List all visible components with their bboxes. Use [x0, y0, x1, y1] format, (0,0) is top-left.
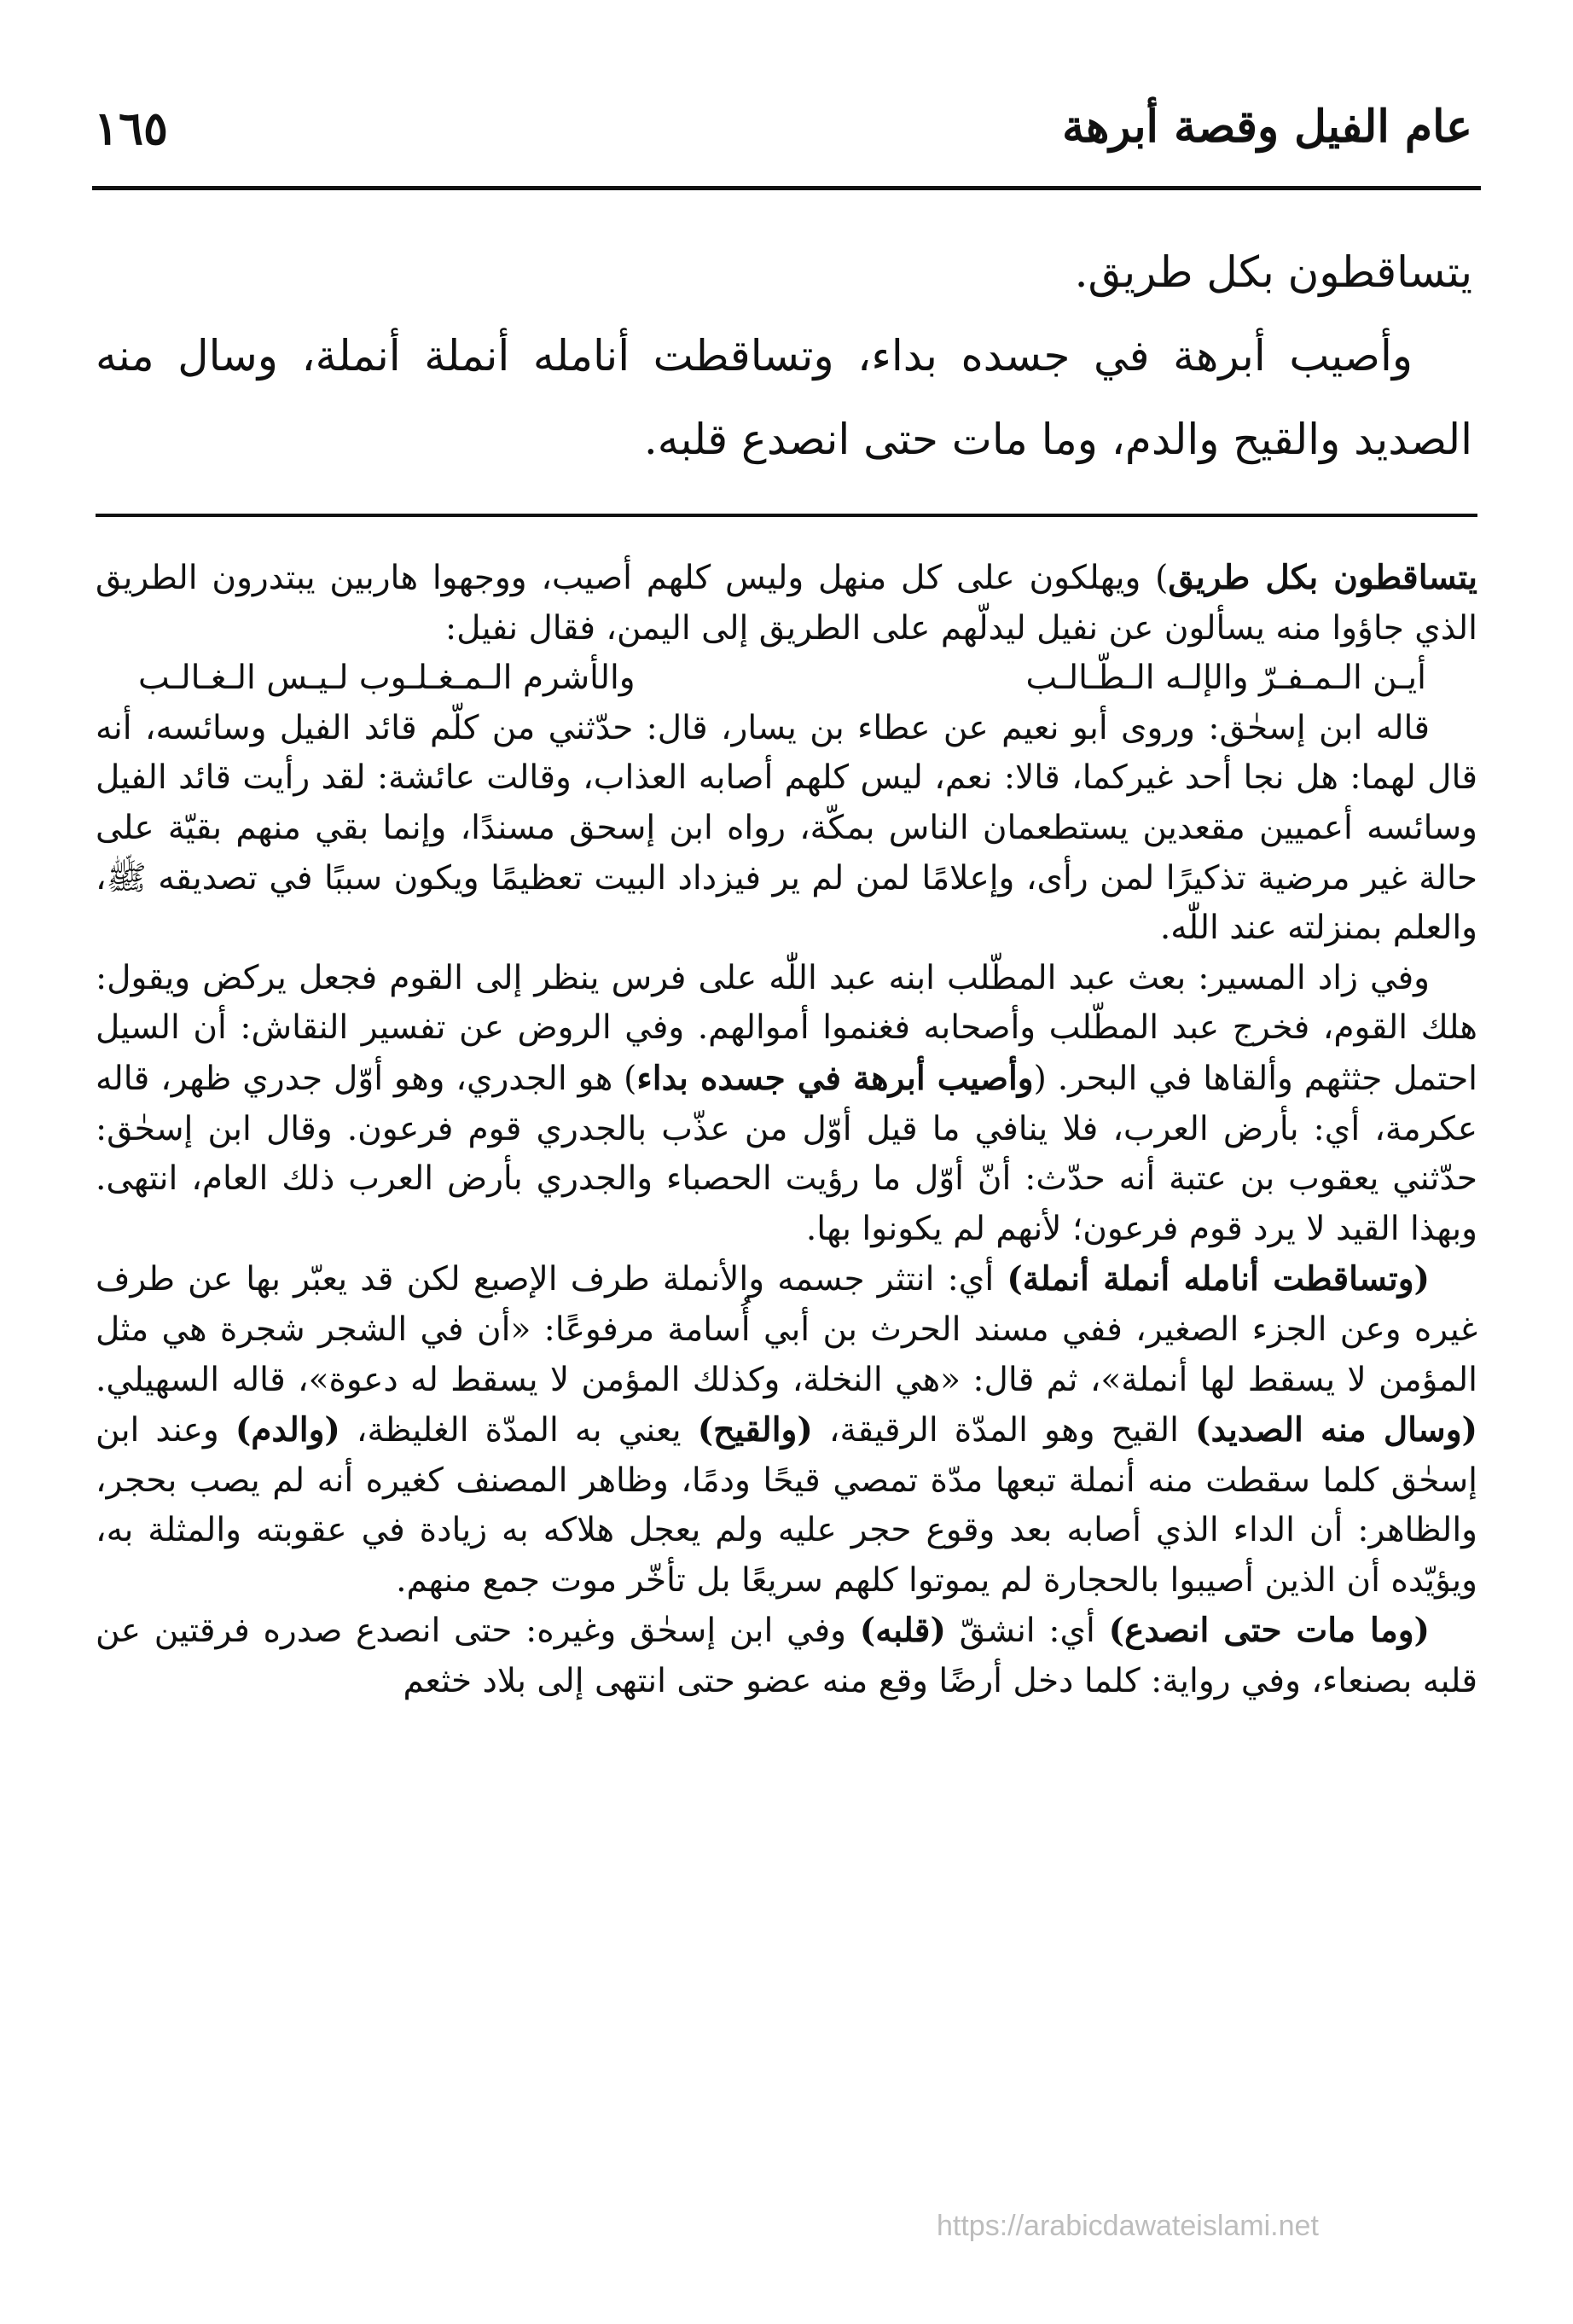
main-paragraph-2: وأصيب أبرهة في جسده بداء، وتساقطت أنامله أنملة أنملة، وسال منه الصديد والقيح والدم، وما مات حتى انصدع قلبه.	[96, 331, 1472, 464]
header-rule	[92, 186, 1481, 190]
commentary-paragraph-2: قاله ابن إسحٰق: وروى أبو نعيم عن عطاء بن يسار، قال: حدّثني من كلّم قائد الفيل وسائسه، أنه قال لهما: هل نجا أحد غيركما، قالا: نعم، ليس كلهم أصابه العذاب، وقالت عائشة: لقد رأيت قائد الفيل وسائسه أعميين مقعدين يستطعمان الناس بمكّة، رواه ابن إسحق مسندًا، وإنما بقي منهم بقيّة على حالة غير مرضية تذكيرًا لمن رأى، وإعلامًا لمن لم ير فيزداد البيت تعظيمًا ويكون سببًا في تصديقه ﷺ، والعلم بمنزلته عند اللّٰه.	[96, 708, 1477, 948]
quoted-phrase: يتساقطون بكل طريق	[1168, 558, 1477, 597]
commentary-paragraph-3	[96, 954, 1477, 1255]
commentary-text: أي: انشقّ	[945, 1612, 1109, 1651]
commentary-text: وعند ابن إسحٰق كلما سقطت منه أنملة تبعها مدّة تمصي قيحًا ودمًا، وظاهر المصنف كغيره أنه لم يصب بحجر، والظاهر: أن الداء الذي أصابه بعد وقوع حجر عليه ولم يعجل هلاكه به زيادة في عقوبته والمثلة به، ويؤيّده أن الذين أصيبوا بالحجارة لم يموتوا كلهم سريعًا بل تأخّر موت جمع منهم.	[96, 1411, 1477, 1600]
main-text	[96, 230, 1472, 481]
commentary-paragraph-4	[96, 1254, 1477, 1606]
commentary-text: أي: انتثر جسمه والأنملة طرف الإصبع لكن قد يعبّر بها عن طرف غيره وعن الجزء الصغير، ففي مسند الحرث بن أبي أُسامة مرفوعًا: «أن في الشجر شجرة هي مثل المؤمن لا يسقط لها أنملة»، ثم قال: «هي النخلة، وكذلك المؤمن لا يسقط له دعوة»، قاله السهيلي.	[96, 1260, 1477, 1399]
separator-rule	[96, 514, 1477, 517]
commentary-text: وفي زاد المسير: بعث عبد المطّلب ابنه عبد اللّٰه على فرس ينظر إلى القوم فجعل يركض ويقول: هلك القوم، فخرج عبد المطّلب وأصحابه فغنموا أموالهم. وفي الروض عن تفسير النقاش: أن السيل احتمل جثثهم وألقاها في البحر. (	[96, 958, 1478, 1098]
verse-hemistich-left: والأشرم الـمـغـلـوب لـيـس الـغـالـب	[138, 659, 636, 698]
commentary-text: يعني به المدّة الغليظة،	[340, 1411, 698, 1450]
main-paragraph-1: يتساقطون بكل طريق.	[1074, 247, 1472, 297]
commentary-text: القيح وهو المدّة الرقيقة،	[812, 1411, 1196, 1450]
commentary	[96, 553, 1477, 1707]
page-number: ١٦٥	[94, 101, 169, 155]
commentary-text: ) ويهلكون على كل منهل وليس كلهم أصيب، ووجهوا هاربين يبتدرون الطريق الذي جاؤوا منه يسألون عن نفيل ليدلّهم على الطريق إلى اليمن، فقال نفيل:	[96, 559, 1477, 648]
commentary-text: ) هو الجدري، وهو أوّل جدري ظهر، قاله عكرمة، أي: بأرض العرب، فلا ينافي ما قيل أوّل من عذّب بالجدري قوم فرعون. وقال ابن إسحٰق: حدّثني يعقوب بن عتبة أنه حدّث: أنّ أوّل ما رؤيت الحصباء والجدري بأرض العرب ذلك العام، انتهى. وبهذا القيد لا يرد قوم فرعون؛ لأنهم لم يكونوا بها.	[96, 1059, 1477, 1248]
watermark-url: https://arabicdawateislami.net	[937, 2210, 1319, 2242]
quoted-phrase: (والدم)	[235, 1410, 340, 1450]
quoted-phrase: (وسال منه الصديد)	[1195, 1410, 1477, 1450]
quoted-phrase: (وتساقطت أنامله أنملة أنملة)	[1007, 1259, 1430, 1299]
quoted-phrase: (وما مات حتى انصدع)	[1108, 1611, 1431, 1651]
poetry-verse	[96, 654, 1477, 704]
quoted-phrase: (قلبه)	[859, 1611, 946, 1651]
verse-hemistich-right: أيـن الـمـفـرّ والإلـه الـطّـالـب	[1025, 659, 1426, 698]
commentary-paragraph-1	[96, 553, 1477, 654]
quoted-phrase: (والقيح)	[697, 1410, 813, 1450]
quoted-phrase: وأصيب أبرهة في جسده بداء	[636, 1058, 1034, 1098]
running-title: عام الفيل وقصة أبرهة	[1062, 101, 1472, 153]
page-header	[94, 101, 1472, 186]
commentary-text: وفي ابن إسحٰق وغيره: حتى انصدع صدره فرقتين عن قلبه بصنعاء، وفي رواية: كلما دخل أرضًا وقع منه عضو حتى انتهى إلى بلاد خثعم	[96, 1612, 1477, 1701]
commentary-paragraph-5	[96, 1606, 1477, 1706]
